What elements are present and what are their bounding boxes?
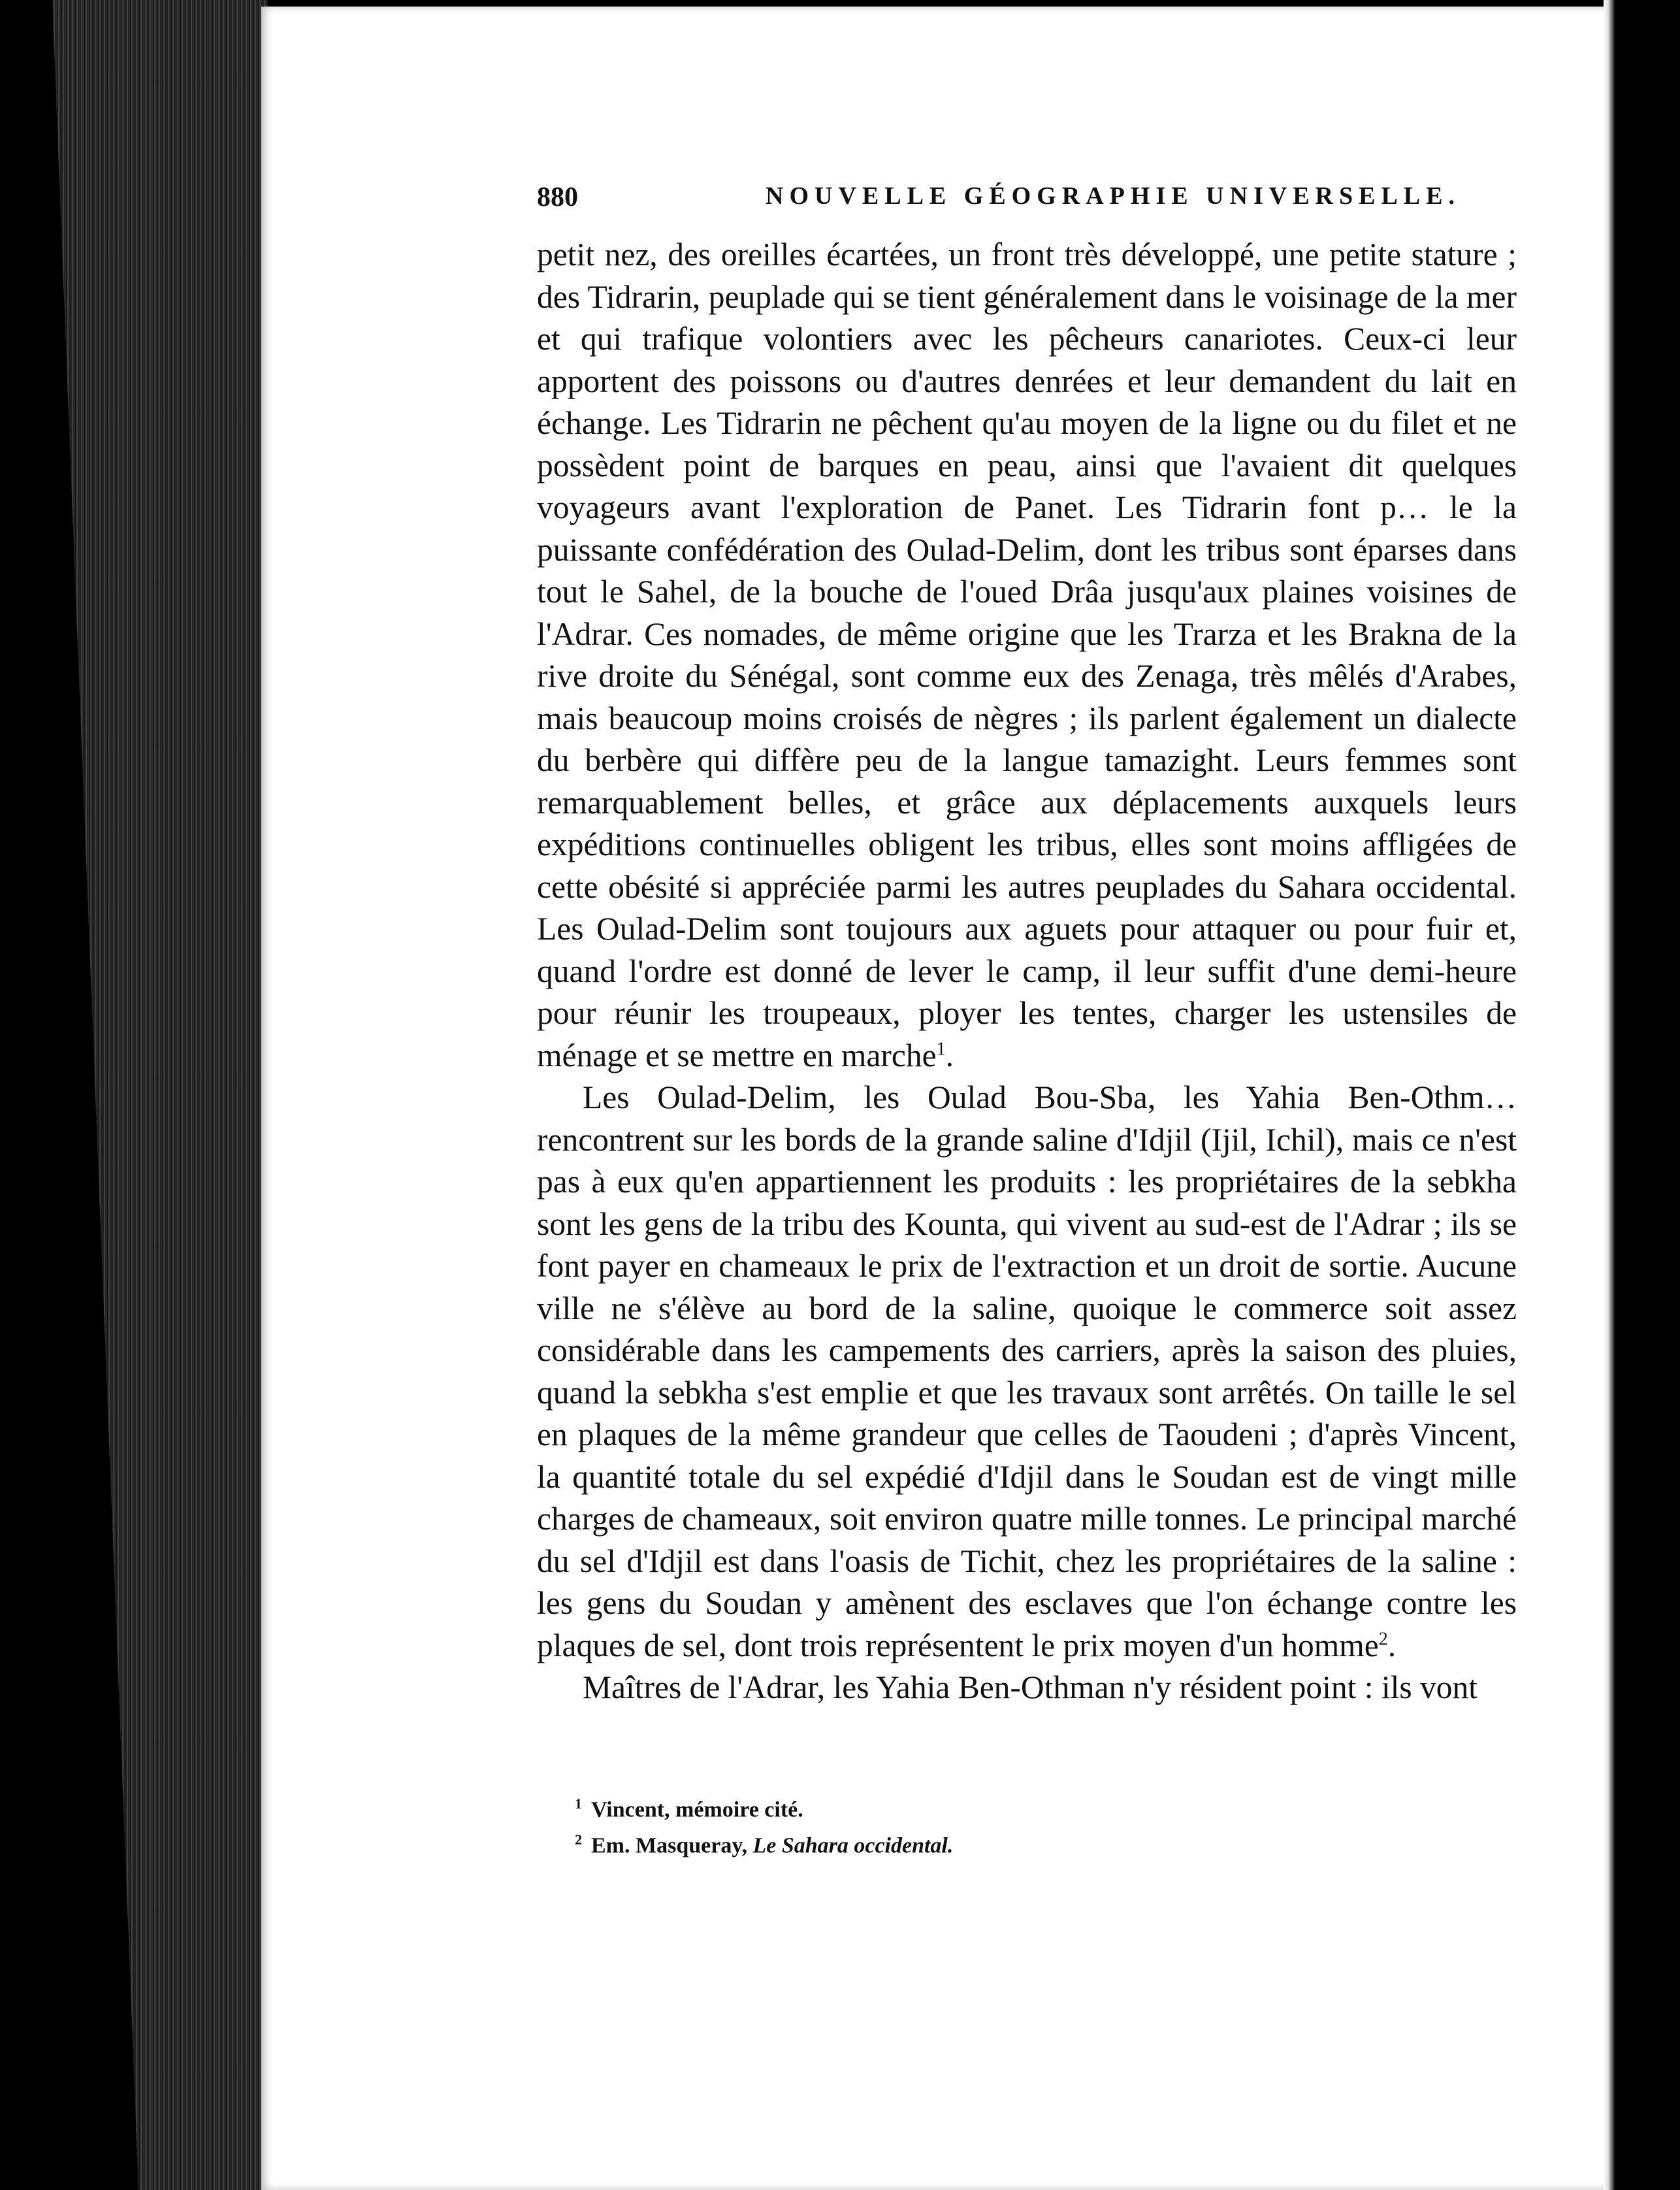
footnote-1-mark: 1 (575, 1795, 582, 1812)
paragraph-2 (537, 1077, 1517, 1667)
paragraph-2-end: . (1387, 1627, 1397, 1663)
paragraph-1-text: petit nez, des oreilles écartées, un front très développé, une petite stature ; des Tidrarin, peuplade qui se tient généralement dans le voisinage de la mer et qui trafique volontiers avec les pêcheurs canariotes. Ceux-ci leur apportent des poissons ou d'autres denrées et leur demandent du lait en échange. Les Tidrarin ne pêchent qu'au moyen de la ligne ou du filet et ne possèdent point de barques en peau, ainsi que l'avaient dit quelques voyageurs avant l'exploration de Panet. Les Tidrarin font p… le la puissante confédération des Oulad-Delim, dont les tribus sont éparses dans tout le Sahel, de la bouche de l'oued Drâa jusqu'aux plaines voisines de l'Adrar. Ces nomades, de même origine que les Trarza et les Brakna de la rive droite du Sénégal, sont comme eux des Zenaga, très mêlés d'Arabes, mais beaucoup moins croisés de nègres ; ils parlent également un dialecte du berbère qui diffère peu de la langue tamazight. Leurs femmes sont remarquablement belles, et grâce aux déplacements auxquels leurs expéditions continuelles obligent les tribus, elles sont moins affligées de cette obésité si appréciée parmi les autres peuplades du Sahara occidental. Les Oulad-Delim sont toujours aux aguets pour attaquer ou pour fuir et, quand l'ordre est donné de lever le camp, il leur suffit d'une demi-heure pour réunir les troupeaux, ployer les tentes, charger les ustensiles de ménage et se mettre en marche (537, 237, 1517, 1073)
footnote-ref-1: 1 (936, 1039, 946, 1059)
page-number: 880 (537, 182, 578, 212)
body-text (537, 234, 1517, 1709)
footnote-ref-2: 2 (1378, 1629, 1388, 1649)
running-head: NOUVELLE GÉOGRAPHIE UNIVERSELLE. (766, 182, 1461, 210)
footnote-1 (575, 1789, 1489, 1825)
footnote-2-text: Em. Masqueray, (591, 1833, 753, 1858)
paragraph-2-text: Les Oulad-Delim, les Oulad Bou-Sba, les Yahia Ben-Othm… rencontrent sur les bords de la grande saline d'Idjil (Ijil, Ichil), mais ce n'est pas à eux qu'en appartiennent les produits : les propriétaires de la sebkha sont les gens de la tribu des Kounta, qui vivent au sud-est de l'Adrar ; ils se font payer en chameaux le prix de l'extraction et un droit de sortie. Aucune ville ne s'élève au bord de la saline, quoique le commerce soit assez considérable dans les campements des carriers, après la saison des pluies, quand la sebkha s'est emplie et que les travaux sont arrêtés. On taille le sel en plaques de la même grandeur que celles de Taoudeni ; d'après Vincent, la quantité totale du sel expédié d'Idjil dans le Soudan est de vingt mille charges de chameaux, soit environ quatre mille tonnes. Le principal marché du sel d'Idjil est dans l'oasis de Tichit, chez les propriétaires de la saline : les gens du Soudan y amènent des esclaves que l'on échange contre les plaques de sel, dont trois représentent le prix moyen d'un homme (537, 1079, 1517, 1663)
paragraph-1 (537, 234, 1517, 1077)
paragraph-1-end: . (945, 1037, 954, 1073)
footnote-2 (575, 1825, 1489, 1861)
footnote-1-text: Vincent, mémoire cité. (591, 1797, 803, 1822)
page-edge-right (1604, 0, 1615, 2190)
footnotes (575, 1789, 1489, 1861)
footnote-2-mark: 2 (575, 1831, 582, 1848)
paragraph-3 (537, 1667, 1517, 1709)
footnote-2-title: Le Sahara occidental. (752, 1833, 954, 1858)
paragraph-3-text: Maîtres de l'Adrar, les Yahia Ben-Othman n'y résident point : ils vont (583, 1669, 1478, 1705)
page-header (537, 182, 1530, 221)
scan-margin-right (1615, 0, 1680, 2190)
